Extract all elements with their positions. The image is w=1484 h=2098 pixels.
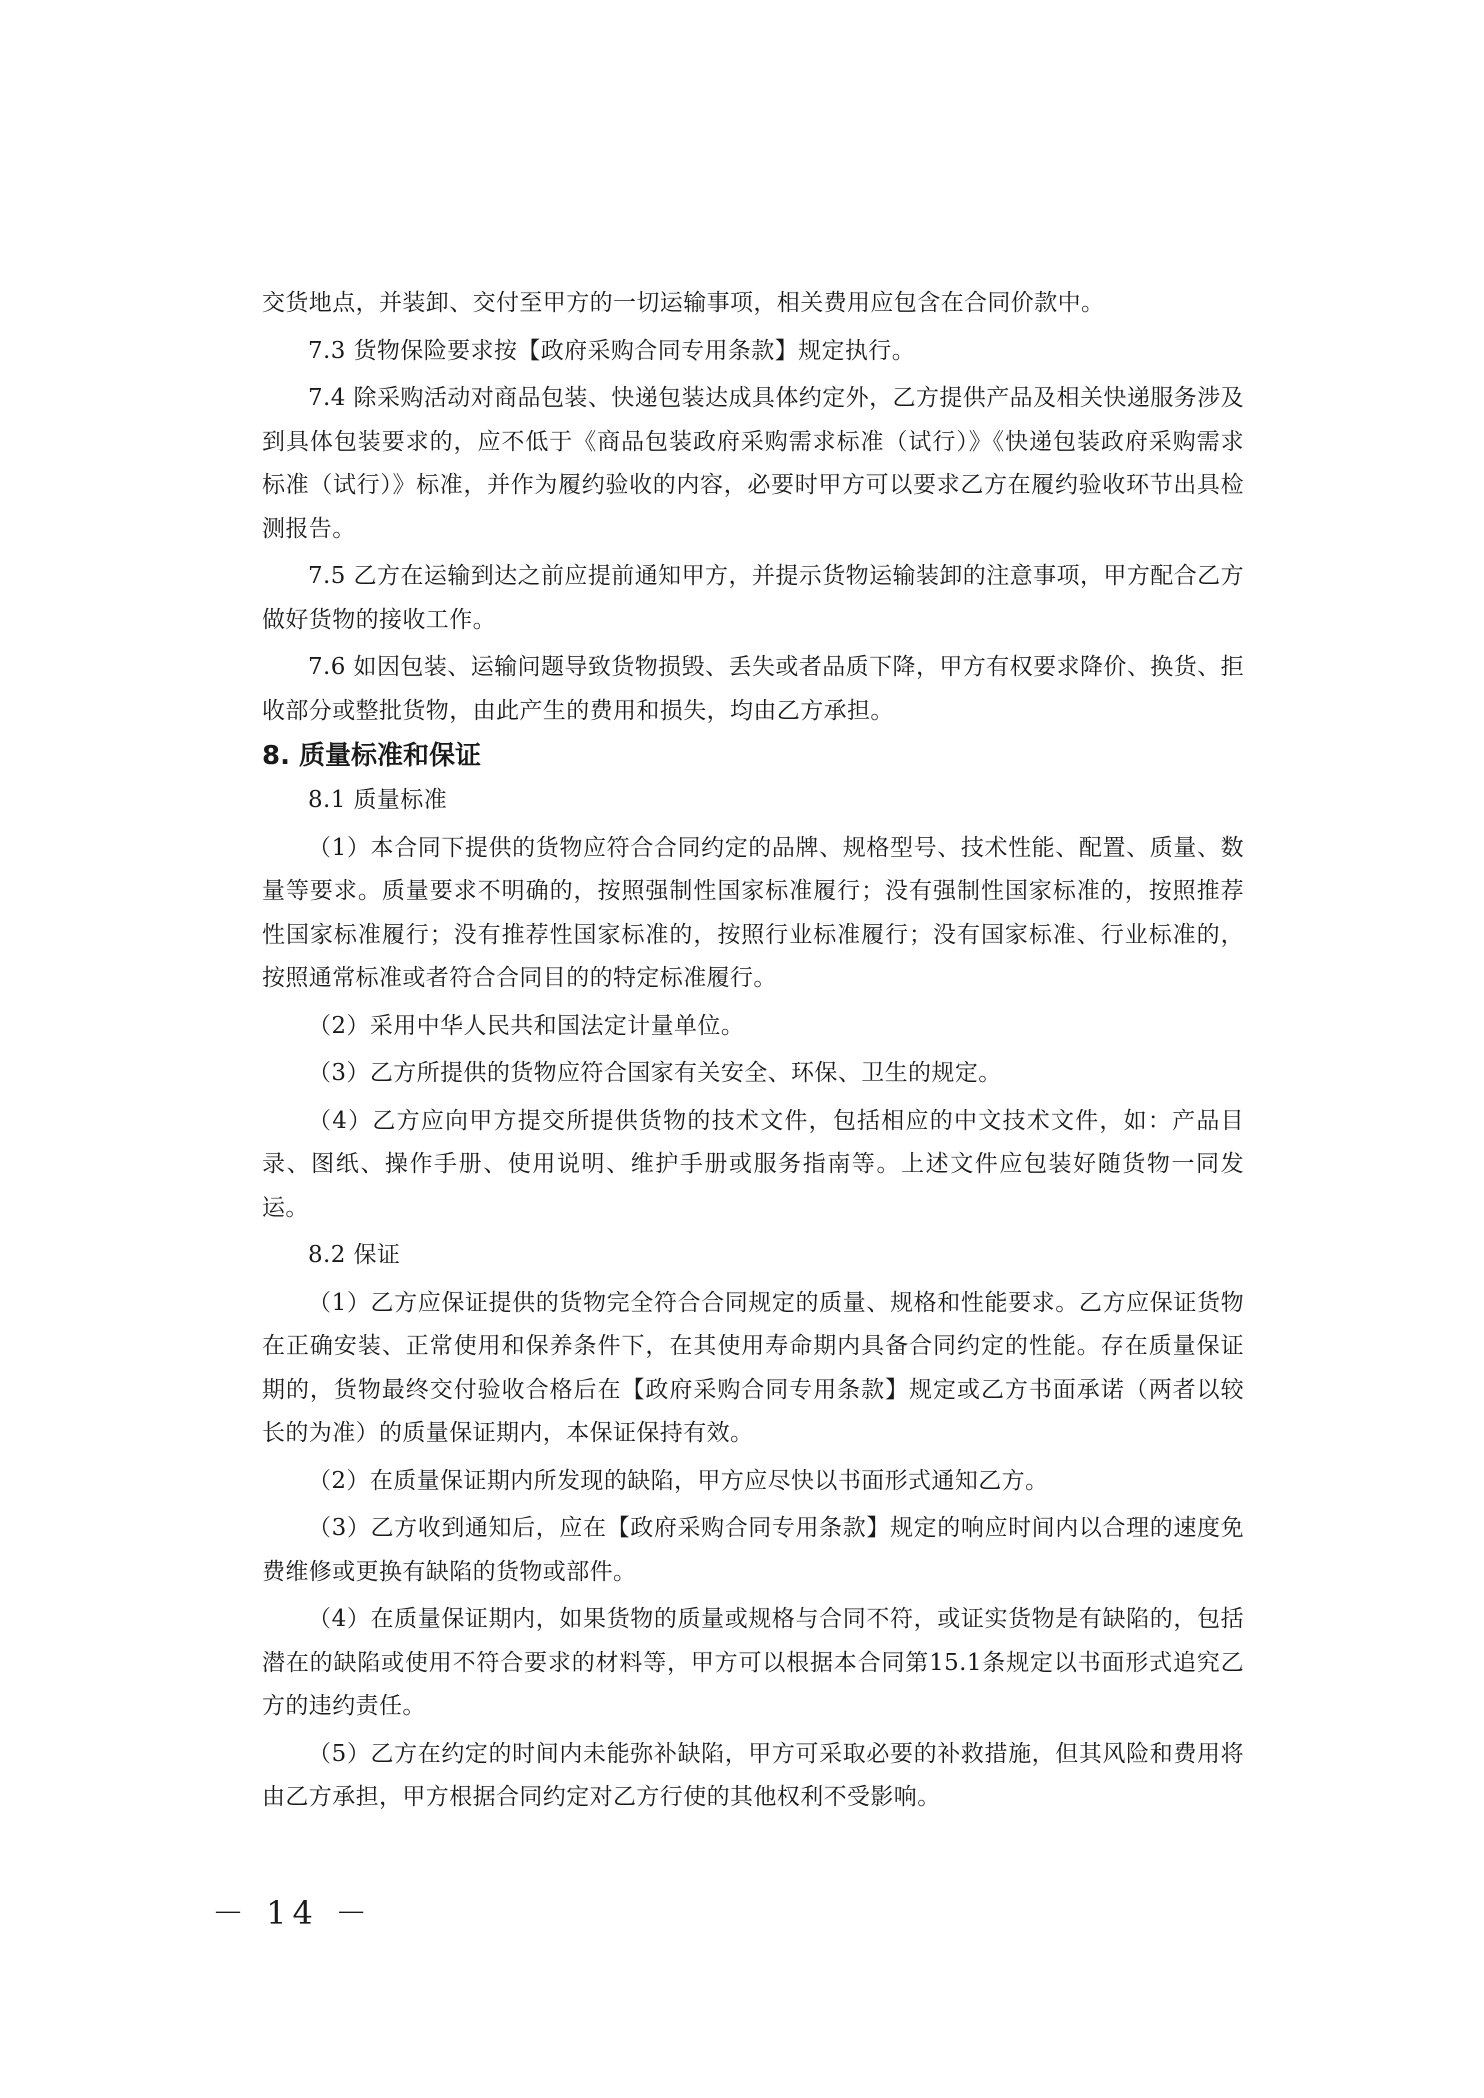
paragraph-8-1-3: （3）乙方所提供的货物应符合国家有关安全、环保、卫生的规定。	[308, 1060, 1002, 1086]
paragraph-8-2-2: （2）在质量保证期内所发现的缺陷，甲方应尽快以书面形式通知乙方。	[308, 1467, 1049, 1494]
document-page	[262, 282, 1244, 1820]
paragraph-8-1-1: （1）本合同下提供的货物应符合合同约定的品牌、规格型号、技术性能、配置、质量、数量等要求。质量要求不明确的，按照强制性国家标准履行；没有强制性国家标准的，按照推荐性国家标准履行；没有推荐性国家标准的，按照行业标准履行；没有国家标准、行业标准的，按照通常标准或者符合合同目的的特定标准履行。	[262, 834, 1244, 991]
page-number: － 14 －	[212, 1894, 374, 1932]
paragraph-8-2-title: 8.2 保证	[308, 1242, 401, 1268]
section-heading-8: 8. 质量标准和保证	[262, 741, 482, 771]
paragraph-7-6: 7.6 如因包装、运输问题导致货物损毁、丢失或者品质下降，甲方有权要求降价、换货、拒收部分或整批货物，由此产生的费用和损失，均由乙方承担。	[262, 654, 1244, 724]
paragraph-8-2-3: （3）乙方收到通知后，应在【政府采购合同专用条款】规定的响应时间内以合理的速度免费维修或更换有缺陷的货物或部件。	[262, 1515, 1244, 1585]
paragraph-8-2-5: （5）乙方在约定的时间内未能弥补缺陷，甲方可采取必要的补救措施，但其风险和费用将由乙方承担，甲方根据合同约定对乙方行使的其他权利不受影响。	[262, 1740, 1244, 1810]
paragraph-7-5: 7.5 乙方在运输到达之前应提前通知甲方，并提示货物运输装卸的注意事项，甲方配合乙方做好货物的接收工作。	[262, 563, 1244, 633]
paragraph-8-2-1: （1）乙方应保证提供的货物完全符合合同规定的质量、规格和性能要求。乙方应保证货物在正确安装、正常使用和保养条件下，在其使用寿命期内具备合同约定的性能。存在质量保证期的，货物最终交付验收合格后在【政府采购合同专用条款】规定或乙方书面承诺（两者以较长的为准）的质量保证期内，本保证保持有效。	[262, 1289, 1244, 1446]
paragraph-8-1-2: （2）采用中华人民共和国法定计量单位。	[308, 1012, 745, 1039]
paragraph-8-1-title: 8.1 质量标准	[308, 787, 448, 813]
paragraph-7-3: 7.3 货物保险要求按【政府采购合同专用条款】规定执行。	[308, 337, 916, 364]
paragraph-8-2-4: （4）在质量保证期内，如果货物的质量或规格与合同不符，或证实货物是有缺陷的，包括潜在的缺陷或使用不符合要求的材料等，甲方可以根据本合同第15.1条规定以书面形式追究乙方的违约责任。	[262, 1606, 1244, 1719]
paragraph-8-1-4: （4）乙方应向甲方提交所提供货物的技术文件，包括相应的中文技术文件，如：产品目录、图纸、操作手册、使用说明、维护手册或服务指南等。上述文件应包装好随货物一同发运。	[262, 1107, 1244, 1221]
paragraph-7-4: 7.4 除采购活动对商品包装、快递包装达成具体约定外，乙方提供产品及相关快递服务涉及到具体包装要求的，应不低于《商品包装政府采购需求标准（试行）》《快递包装政府采购需求标准（试行）》标准，并作为履约验收的内容，必要时甲方可以要求乙方在履约验收环节出具检测报告。	[262, 385, 1244, 542]
paragraph-delivery-location: 交货地点，并装卸、交付至甲方的一切运输事项，相关费用应包含在合同价款中。	[262, 290, 1105, 316]
